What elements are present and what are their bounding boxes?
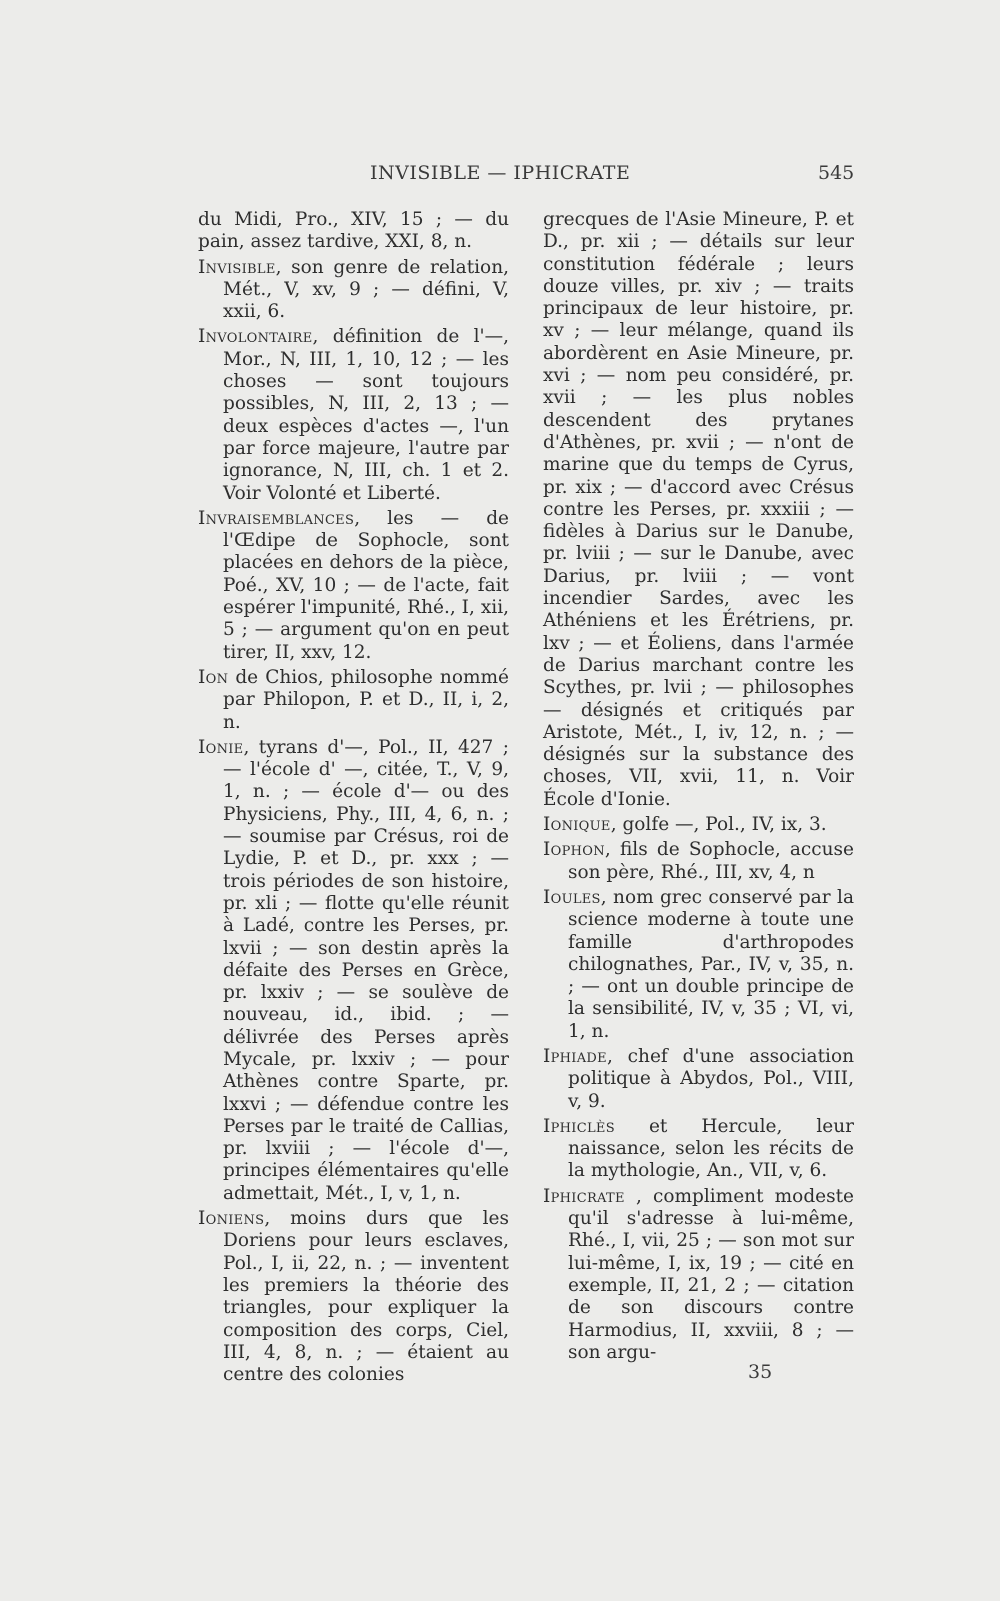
index-entry: Iophon, fils de Sophocle, accuse son père, Rhé., III, xv, 4, n <box>543 839 854 883</box>
entry-headword: Invisible <box>198 256 276 278</box>
entry-headword: Ioniens <box>198 1208 265 1230</box>
index-entry: Ion de Chios, philosophe nommé par Philopon, P. et D., II, i, 2, n. <box>198 666 509 733</box>
signature-mark: 35 <box>748 1361 773 1383</box>
index-column-left <box>198 209 509 1389</box>
index-entry: Ioules, nom grec conservé par la science moderne à toute une famille d'arthropodes chilognathes, Par., IV, v, 35, n. ; — ont un double principe de la sensibilité, IV, v, 35 ; VI, vi, 1, n. <box>543 886 854 1042</box>
entry-headword: Ion <box>198 666 229 688</box>
entry-headword: Ionique <box>543 814 611 836</box>
index-entry: Involontaire, définition de l'—, Mor., N, III, 1, 10, 12 ; — les choses — sont toujours possibles, N, III, 2, 13 ; — deux espèces d'actes —, l'un par force majeure, l'autre par ignorance, N, III, ch. 1 et 2. Voir Volonté et Liberté. <box>198 326 509 504</box>
entry-headword: Invraisemblances <box>198 507 355 529</box>
index-entry: Iphicrate , compliment modeste qu'il s'adresse à lui-même, Rhé., I, vii, 25 ; — son mot sur lui-même, I, ix, 19 ; — cité en exemple, II, 21, 2 ; — citation de son discours contre Harmodius, II, xxviii, 8 ; — son argu- <box>543 1185 854 1363</box>
entry-headword: Iphiade <box>543 1045 607 1067</box>
entry-headword: Involontaire <box>198 326 313 348</box>
index-entry: Ionie, tyrans d'—, Pol., II, 427 ; — l'école d' —, citée, T., V, 9, 1, n. ; — école d'— ou des Physiciens, Phy., III, 4, 6, n. ; — soumise par Crésus, roi de Lydie, P. et D., pr. xxx ; — trois périodes de son histoire, pr. xli ; — flotte qu'elle réunit à Ladé, contre les Perses, pr. lxvii ; — son destin après la défaite des Perses en Grèce, pr. lxxiv ; — se soulève de nouveau, id., ibid. ; — délivrée des Perses après Mycale, pr. lxxiv ; — pour Athènes contre Sparte, pr. lxxvi ; — défendue contre les Perses par le traité de Callias, pr. lxviii ; — l'école d'—, principes élémentaires qu'elle admettait, Mét., I, v, 1, n. <box>198 736 509 1204</box>
entry-headword: Ionie <box>198 736 244 758</box>
index-entry: Ionique, golfe —, Pol., IV, ix, 3. <box>543 814 827 836</box>
entry-headword: Iophon <box>543 839 605 861</box>
index-column-right <box>543 209 854 1367</box>
index-entry: Invraisemblances, les — de l'Œdipe de Sophocle, sont placées en dehors de la pièce, Poé., XV, 10 ; — de l'acte, fait espérer l'impunité, Rhé., I, xii, 5 ; — argument qu'on en peut tirer, II, xxv, 12. <box>198 507 509 663</box>
entry-headword: Ioules <box>543 886 601 908</box>
index-entry: grecques de l'Asie Mineure, P. et D., pr. xii ; — détails sur leur constitution fédérale ; leurs douze villes, pr. xiv ; — traits principaux de leur histoire, pr. xv ; — leur mélange, quand ils abordèrent en Asie Mineure, pr. xvi ; — nom peu considéré, pr. xvii ; — les plus nobles descendent des prytanes d'Athènes, pr. xvii ; — n'ont de marine que du temps de Cyrus, pr. xix ; — d'accord avec Crésus contre les Perses, pr. xxxiii ; — fidèles à Darius sur le Danube, pr. lviii ; — sur le Danube, avec Darius, pr. lviii ; — vont incendier Sardes, avec les Athéniens et les Érétriens, pr. lxv ; — et Éoliens, dans l'armée de Darius marchant contre les Scythes, pr. lvii ; — philosophes — désignés et critiqués par Aristote, Mét., I, iv, 12, n. ; — désignés sur la substance des choses, VII, xvii, 11, n. Voir École d'Ionie. <box>543 209 854 810</box>
entry-headword: Iphicrate <box>543 1185 625 1207</box>
running-head: INVISIBLE — IPHICRATE <box>370 162 631 184</box>
index-entry: du Midi, Pro., XIV, 15 ; — du pain, assez tardive, XXI, 8, n. <box>198 209 509 253</box>
index-entry: Ioniens, moins durs que les Doriens pour leurs esclaves, Pol., I, ii, 22, n. ; — inventent les premiers la théorie des triangles, pour expliquer la composition des corps, Ciel, III, 4, 8, n. ; — étaient au centre des colonies <box>198 1208 509 1386</box>
index-entry: Iphiclès et Hercule, leur naissance, selon les récits de la mythologie, An., VII, v, 6. <box>543 1115 854 1182</box>
entry-headword: Iphiclès <box>543 1115 615 1137</box>
index-entry: Iphiade, chef d'une association politique à Abydos, Pol., VIII, v, 9. <box>543 1045 854 1112</box>
page-number: 545 <box>818 162 855 184</box>
index-entry: Invisible, son genre de relation, Mét., V, xv, 9 ; — défini, V, xxii, 6. <box>198 256 509 323</box>
